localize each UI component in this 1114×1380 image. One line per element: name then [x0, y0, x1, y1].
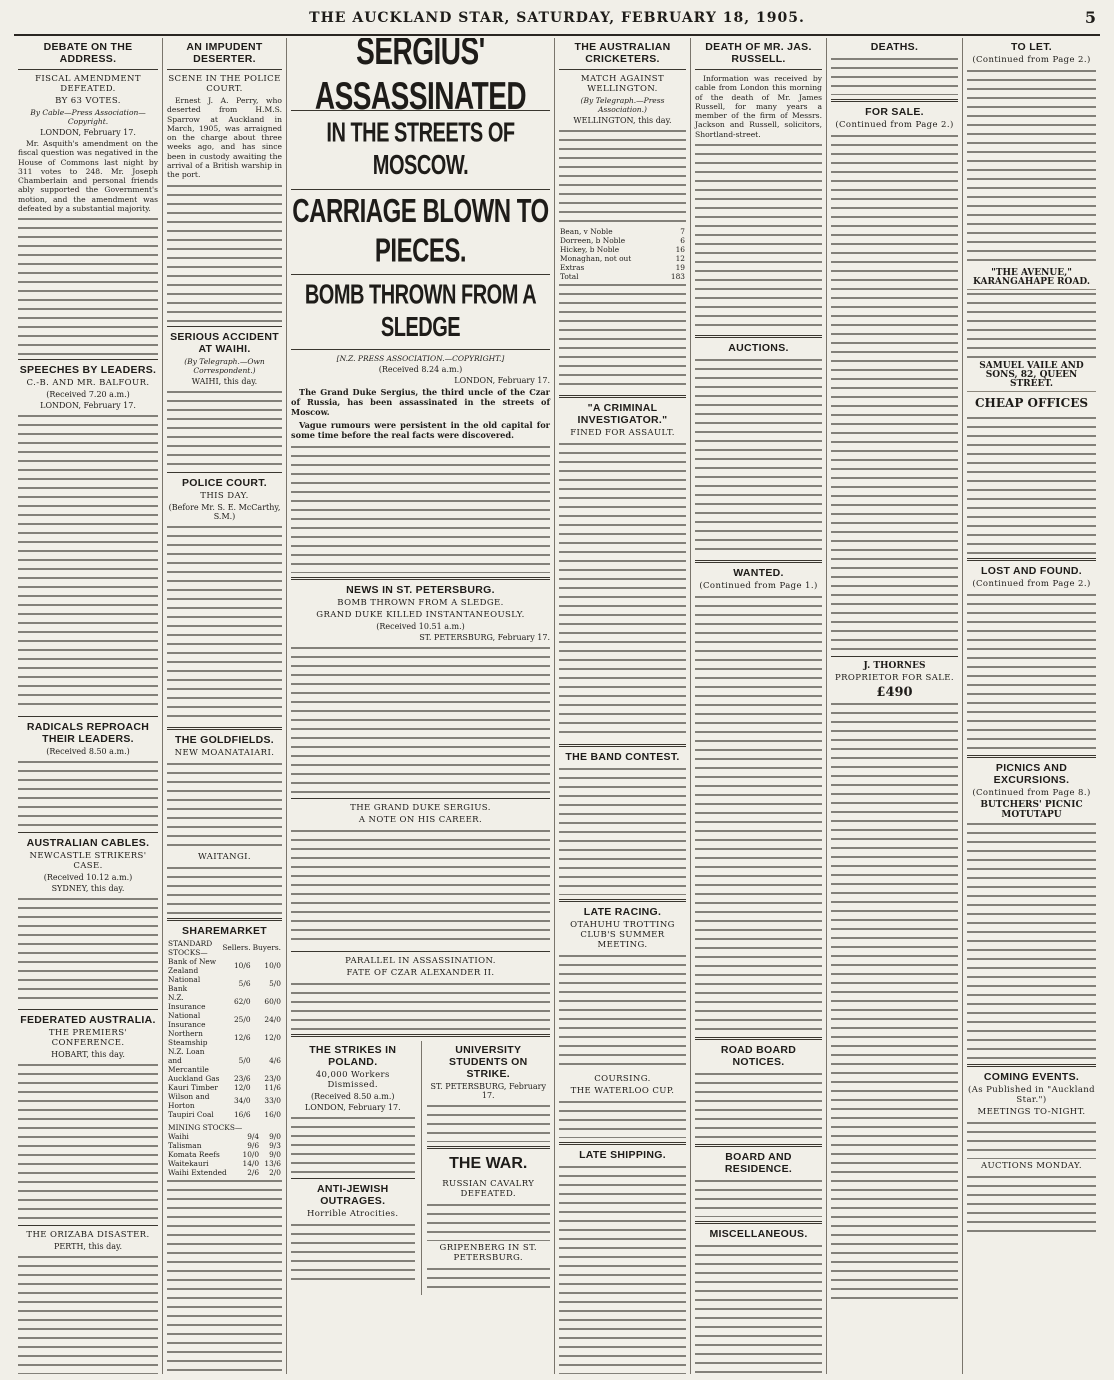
- investigator-heading: "A CRIMINAL INVESTIGATOR.": [577, 402, 668, 426]
- votes-sub: BY 63 VOTES.: [55, 96, 121, 106]
- press-source: [N.Z. PRESS ASSOCIATION.—COPYRIGHT.]: [336, 354, 505, 363]
- mining-row-cell: Waitekauri: [168, 1158, 209, 1168]
- accident-heading: SERIOUS ACCIDENT AT WAIHI.: [170, 330, 279, 355]
- score-row-cell: Bean, v Noble: [560, 227, 613, 236]
- column-6: [826, 38, 962, 1374]
- lead-paragraph-2: Vague rumours were persistent in the old capital for some time before the real facts were discovered.: [291, 420, 550, 440]
- table-caption: MINING STOCKS—: [168, 1122, 243, 1132]
- share-row-cell: 11/6: [264, 1082, 281, 1092]
- share-row-cell: 5/0: [238, 1055, 251, 1065]
- mining-row: [167, 1150, 282, 1159]
- share-row-cell: 12/0: [264, 1033, 281, 1043]
- score-row-cell: Hickey, b Noble: [560, 245, 620, 254]
- sharemarket-heading: SHAREMARKET: [182, 924, 267, 937]
- score-row-cell: Monaghan, not out: [560, 254, 632, 263]
- cricketers-heading: THE AUSTRALIAN CRICKETERS.: [574, 41, 671, 65]
- to-let-heading: TO LET.: [1011, 41, 1052, 53]
- share-row: [167, 1083, 282, 1092]
- share-row: [167, 1110, 282, 1119]
- vaile-ad: SAMUEL VAILE AND SONS, 82, QUEEN STREET.: [967, 360, 1096, 392]
- score-row: [559, 227, 686, 236]
- orizaba-heading: THE ORIZABA DISASTER.: [26, 1230, 150, 1241]
- newcastle-sub: NEWCASTLE STRIKERS' CASE.: [29, 851, 147, 872]
- masthead: [14, 4, 1100, 36]
- text-block: [559, 127, 686, 227]
- for-sale-sub: (Continued from Page 2.): [835, 120, 954, 130]
- text-block: [967, 820, 1096, 1060]
- share-row: [167, 1092, 282, 1110]
- share-row-cell: N.Z. Insurance: [168, 992, 206, 1011]
- students-heading: UNIVERSITY STUDENTS ON STRIKE.: [448, 1044, 528, 1080]
- text-block: [695, 1177, 822, 1217]
- share-row-cell: Bank of New Zealand: [168, 956, 217, 975]
- cricket-sub: MATCH AGAINST WELLINGTON.: [580, 74, 665, 94]
- to-let-sub: (Continued from Page 2.): [972, 55, 1091, 65]
- score-row-cell: 12: [675, 254, 685, 263]
- police-sub: THIS DAY.: [200, 490, 249, 501]
- text-block: [291, 644, 550, 794]
- share-row-cell: 24/0: [264, 1015, 281, 1025]
- cables-heading: AUSTRALIAN CABLES.: [26, 837, 150, 850]
- share-row-cell: N.Z. Loan and Mercantile: [168, 1046, 209, 1074]
- students-column: [421, 1041, 551, 1295]
- mining-row-cell: Waihi: [168, 1131, 189, 1141]
- mining-row-cell: 9/0: [269, 1131, 281, 1141]
- headline-moscow: IN THE STREETS OF MOSCOW.: [326, 117, 515, 181]
- date-line: HOBART, this day.: [51, 1050, 125, 1060]
- sergius-note-sub: A NOTE ON HIS CAREER.: [358, 815, 483, 825]
- text-block: [167, 182, 282, 322]
- share-row-cell: 5/6: [238, 979, 251, 989]
- telegraph-source: (By Telegraph.—Press Association.): [580, 96, 665, 114]
- share-row-cell: 10/0: [264, 961, 281, 971]
- coming-events-heading: COMING EVENTS.: [983, 1071, 1080, 1083]
- strikes-column: [291, 1041, 415, 1295]
- speeches-heading: SPEECHES BY LEADERS.: [19, 364, 157, 377]
- score-row-cell: 183: [670, 272, 685, 281]
- text-block: [291, 1114, 415, 1174]
- text-block: [967, 591, 1096, 751]
- text-block: [167, 523, 282, 723]
- date-line: SYDNEY, this day.: [51, 884, 125, 894]
- mining-row-cell: Waihi Extended: [168, 1167, 227, 1177]
- picnics-heading: PICNICS AND EXCURSIONS.: [993, 762, 1070, 786]
- text-block: [559, 765, 686, 895]
- mining-row-cell: 9/0: [269, 1149, 281, 1159]
- mining-row: [167, 1132, 282, 1141]
- picnics-sub: (Continued from Page 8.): [972, 788, 1091, 798]
- thornes-ad-name: J. THORNES: [863, 661, 926, 671]
- mining-row-cell: 9/4: [247, 1131, 260, 1141]
- share-row: [167, 1074, 282, 1083]
- newspaper-title: THE AUCKLAND STAR, SATURDAY, FEBRUARY 18, 1905.: [309, 10, 805, 26]
- fiscal-sub: FISCAL AMENDMENT DEFEATED.: [35, 74, 141, 94]
- text-block: [559, 281, 686, 391]
- coming-events-sub: (As Published in "Auckland Star."): [967, 1085, 1096, 1105]
- sellers-header: Sellers.: [222, 943, 251, 953]
- received-line: (Received 7.20 a.m.): [46, 390, 130, 400]
- mining-row: [167, 1141, 282, 1150]
- text-block: [695, 1242, 822, 1374]
- share-row-cell: 16/6: [233, 1109, 251, 1119]
- coursing-heading: COURSING.: [594, 1074, 651, 1084]
- text-block: [18, 895, 158, 1005]
- deaths-heading: DEATHS.: [870, 41, 919, 53]
- text-block: [695, 593, 822, 1033]
- coursing-sub: THE WATERLOO CUP.: [570, 1086, 675, 1096]
- butchers-picnic-ad: BUTCHERS' PICNIC: [980, 800, 1083, 810]
- column-5: [690, 38, 826, 1374]
- share-row: [167, 957, 282, 975]
- sergius-note-heading: THE GRAND DUKE SERGIUS.: [350, 803, 491, 813]
- stpete-heading: NEWS IN ST. PETERSBURG.: [346, 584, 495, 596]
- stpete-sub: BOMB THROWN FROM A SLEDGE.: [337, 598, 504, 608]
- text-block: [167, 388, 282, 468]
- mining-row: [167, 1168, 282, 1177]
- page-number: 5: [1084, 8, 1096, 27]
- banks-table: [167, 939, 282, 1119]
- waitangi-sub: WAITANGI.: [197, 851, 252, 862]
- score-row-cell: 7: [680, 227, 685, 236]
- text-block: [291, 1221, 415, 1281]
- date-line: LONDON, February 17.: [304, 1103, 401, 1112]
- deserter-sub: SCENE IN THE POLICE COURT.: [168, 74, 281, 94]
- score-row-cell: Total: [560, 272, 579, 281]
- text-block: [291, 443, 550, 573]
- share-row: [167, 1047, 282, 1074]
- text-block: [18, 758, 158, 828]
- text-block: [18, 1061, 158, 1221]
- share-row-cell: 12/0: [233, 1082, 251, 1092]
- score-row: [559, 245, 686, 254]
- text-block: [18, 1253, 158, 1374]
- column-4: [554, 38, 690, 1374]
- strikes-heading: THE STRIKES IN POLAND.: [309, 1044, 397, 1068]
- score-row-cell: 16: [675, 245, 685, 254]
- column-2: [162, 38, 286, 1374]
- antijewish-sub: Horrible Atrocities.: [306, 1209, 399, 1219]
- debate-heading: DEBATE ON THE ADDRESS.: [43, 41, 133, 65]
- received-line: (Received 8.50 a.m.): [311, 1092, 395, 1101]
- text-block: [967, 414, 1096, 554]
- share-row-cell: Kauri Timber: [168, 1082, 218, 1092]
- share-row-cell: 60/0: [264, 997, 281, 1007]
- share-row-cell: 12/6: [233, 1033, 251, 1043]
- radicals-heading: RADICALS REPROACH THEIR LEADERS.: [26, 721, 150, 746]
- motutapu-ad: MOTUTAPU: [1001, 810, 1062, 820]
- text-block: [967, 1119, 1096, 1159]
- date-line: PERTH, this day.: [54, 1242, 122, 1252]
- text-block: [831, 132, 958, 652]
- goldfields-sub: NEW MOANATAIARI.: [174, 747, 275, 758]
- date-line: WAIHI, this day.: [191, 376, 258, 386]
- band-heading: THE BAND CONTEST.: [565, 751, 680, 763]
- date-line: LONDON, February 17.: [40, 401, 136, 411]
- parallel-heading: PARALLEL IN ASSASSINATION.: [345, 956, 496, 966]
- mining-row-cell: Komata Reefs: [168, 1149, 220, 1159]
- thornes-ad-sub: PROPRIETOR FOR SALE.: [835, 673, 954, 683]
- table-caption: STANDARD STOCKS—: [168, 938, 213, 957]
- share-row-cell: 5/0: [269, 979, 281, 989]
- share-row-cell: National Insurance: [168, 1010, 206, 1029]
- text-block: [695, 356, 822, 556]
- misc-heading: MISCELLANEOUS.: [709, 1228, 808, 1241]
- lost-found-sub: (Continued from Page 2.): [972, 579, 1091, 589]
- column-7: [962, 38, 1100, 1374]
- lost-found-heading: LOST AND FOUND.: [981, 565, 1082, 577]
- column-3: [286, 38, 554, 1374]
- parallel-sub: FATE OF CZAR ALEXANDER II.: [346, 968, 495, 978]
- text-block: [167, 864, 282, 914]
- board-residence-heading: BOARD AND RESIDENCE.: [724, 1151, 793, 1176]
- mining-table: [167, 1123, 282, 1177]
- text-block: [559, 1098, 686, 1138]
- headline-bomb: BOMB THROWN FROM A SLEDGE: [304, 279, 537, 343]
- score-row-cell: 19: [675, 263, 685, 272]
- mining-row-cell: 9/3: [269, 1140, 281, 1150]
- russell-heading: DEATH OF MR. JAS. RUSSELL.: [705, 41, 812, 65]
- date-line: LONDON, February 17.: [454, 376, 550, 385]
- shipping-heading: LATE SHIPPING.: [579, 1149, 666, 1161]
- score-row: [559, 272, 686, 281]
- text-block: [559, 440, 686, 740]
- received-line: (Received 10.51 a.m.): [376, 622, 465, 631]
- mining-row-cell: 9/6: [247, 1140, 260, 1150]
- magistrate-line: (Before Mr. S. E. McCarthy, S.M.): [168, 502, 281, 521]
- mining-row-cell: 13/6: [264, 1158, 281, 1168]
- bottom-split: [291, 1041, 550, 1295]
- score-row: [559, 263, 686, 272]
- auctions-heading: AUCTIONS.: [728, 342, 789, 355]
- share-row-cell: 25/0: [233, 1015, 251, 1025]
- share-row: [167, 1011, 282, 1029]
- share-row-cell: Wilson and Horton: [168, 1091, 210, 1110]
- received-line: (Received 8.50 a.m.): [46, 747, 130, 757]
- federated-heading: FEDERATED AUSTRALIA.: [20, 1014, 156, 1027]
- cb-sub: C.-B. AND MR. BALFOUR.: [26, 378, 150, 389]
- share-row-cell: 33/0: [264, 1096, 281, 1106]
- score-row: [559, 236, 686, 245]
- share-row-cell: 4/6: [269, 1055, 281, 1065]
- mining-row-cell: 2/6: [247, 1167, 260, 1177]
- text-block: [291, 827, 550, 947]
- text-block: [167, 760, 282, 850]
- text-block: [427, 1102, 551, 1142]
- received-line: (Received 8.24 a.m.): [378, 365, 463, 374]
- score-row-cell: Extras: [560, 263, 585, 272]
- cable-source: By Cable—Press Association—Copyright.: [30, 108, 146, 126]
- for-sale-heading: FOR SALE.: [865, 106, 924, 118]
- share-row: [167, 993, 282, 1011]
- article-body: Ernest J. A. Perry, who deserted from H.M.S. Sparrow at Auckland in March, 1905, was arraigned on the charge about three weeks ago, and has since been in custody awaiting the arrival of a British warship in the port.: [167, 96, 282, 180]
- gripenberg-sub: GRIPENBERG IN ST. PETERSBURG.: [439, 1243, 537, 1263]
- date-line: LONDON, February 17.: [40, 128, 136, 137]
- killed-sub: GRAND DUKE KILLED INSTANTANEOUSLY.: [316, 610, 525, 620]
- column-1: [14, 38, 162, 1374]
- text-block: [695, 1070, 822, 1140]
- share-row-cell: Taupiri Coal: [168, 1109, 214, 1119]
- text-block: [18, 215, 158, 355]
- share-row: [167, 1029, 282, 1047]
- war-heading: THE WAR.: [449, 1155, 528, 1172]
- text-block: [559, 952, 686, 1072]
- text-block: [427, 1265, 551, 1295]
- score-row-cell: Dorreen, b Noble: [560, 236, 626, 245]
- buyers-header: Buyers.: [252, 943, 281, 953]
- mining-row-cell: 10/0: [242, 1149, 260, 1159]
- meetings-heading: MEETINGS TO-NIGHT.: [977, 1107, 1086, 1117]
- avenue-ad: "THE AVENUE," KARANGAHAPE ROAD.: [967, 267, 1096, 290]
- racing-sub: OTAHUHU TROTTING CLUB'S SUMMER MEETING.: [570, 920, 675, 950]
- text-block: [967, 67, 1096, 267]
- share-row-cell: National Bank: [168, 974, 201, 993]
- article-body: Mr. Asquith's amendment on the fiscal question was negatived in the House of Commons last night by 311 votes to 248. Mr. Joseph Chamberlain and personal friends ably supported the Government's motion, and the amendment was defeated by a substantial majority.: [18, 139, 158, 214]
- mining-row-cell: Talisman: [168, 1140, 202, 1150]
- text-block: [967, 1173, 1096, 1233]
- investigator-sub: FINED FOR ASSAULT.: [570, 428, 675, 438]
- racing-heading: LATE RACING.: [583, 906, 662, 918]
- text-block: [559, 1163, 686, 1374]
- received-line: (Received 10.12 a.m.): [43, 873, 133, 883]
- headline-main: SERGIUS' ASSASSINATED: [314, 38, 527, 118]
- goldfields-heading: THE GOLDFIELDS.: [175, 733, 274, 746]
- score-row-cell: 6: [680, 236, 685, 245]
- wanted-sub: (Continued from Page 1.): [699, 581, 818, 592]
- share-row-cell: 16/0: [264, 1109, 281, 1119]
- share-row-cell: Northern Steamship: [168, 1028, 208, 1047]
- share-row: [167, 975, 282, 993]
- police-heading: POLICE COURT.: [182, 476, 267, 489]
- cavalry-sub: RUSSIAN CAVALRY DEFEATED.: [442, 1179, 535, 1199]
- wanted-heading: WANTED.: [733, 567, 784, 580]
- text-block: [831, 55, 958, 95]
- text-block: [291, 980, 550, 1030]
- lead-paragraph: The Grand Duke Sergius, the third uncle of the Czar of Russia, has been assassinated in the streets of Moscow.: [291, 387, 550, 417]
- share-row-cell: 23/6: [233, 1073, 251, 1083]
- share-row-cell: 62/0: [233, 997, 251, 1007]
- telegraph-source: (By Telegraph.—Own Correspondent.): [184, 356, 265, 375]
- road-board-heading: ROAD BOARD NOTICES.: [720, 1044, 797, 1069]
- text-block: [167, 1177, 282, 1374]
- mining-row-cell: 14/0: [242, 1158, 260, 1168]
- date-line: WELLINGTON, this day.: [573, 116, 672, 125]
- cheap-offices-ad: CHEAP OFFICES: [974, 396, 1088, 410]
- text-block: [427, 1201, 551, 1241]
- text-block: [967, 290, 1096, 360]
- text-block: [831, 700, 958, 1300]
- strikes-sub: 40,000 Workers Dismissed.: [315, 1070, 390, 1090]
- mining-row-cell: 2/0: [269, 1167, 281, 1177]
- price-display: £490: [876, 685, 913, 700]
- premiers-sub: THE PREMIERS' CONFERENCE.: [48, 1028, 128, 1049]
- date-line: ST. PETERSBURG, February 17.: [430, 1082, 547, 1100]
- headline-carriage: CARRIAGE BLOWN TO PIECES.: [292, 192, 549, 270]
- article-body: Information was received by cable from London this morning of the death of Mr. James Russell, for many years a member of the firm of Messrs. Jackson and Russell, solicitors, Shortland-street.: [695, 74, 822, 139]
- cricket-scores: [559, 227, 686, 281]
- date-line: ST. PETERSBURG, February 17.: [419, 633, 550, 642]
- share-row-cell: Auckland Gas: [168, 1073, 220, 1083]
- text-block: [695, 141, 822, 331]
- share-row-cell: 10/6: [233, 961, 251, 971]
- antijewish-heading: ANTI-JEWISH OUTRAGES.: [316, 1183, 389, 1207]
- share-row-cell: 23/0: [264, 1073, 281, 1083]
- share-row-cell: 34/0: [233, 1096, 251, 1106]
- score-row: [559, 254, 686, 263]
- text-block: [18, 412, 158, 712]
- auctions-monday-heading: AUCTIONS MONDAY.: [980, 1161, 1083, 1171]
- deserter-heading: AN IMPUDENT DESERTER.: [186, 41, 263, 65]
- mining-row: [167, 1159, 282, 1168]
